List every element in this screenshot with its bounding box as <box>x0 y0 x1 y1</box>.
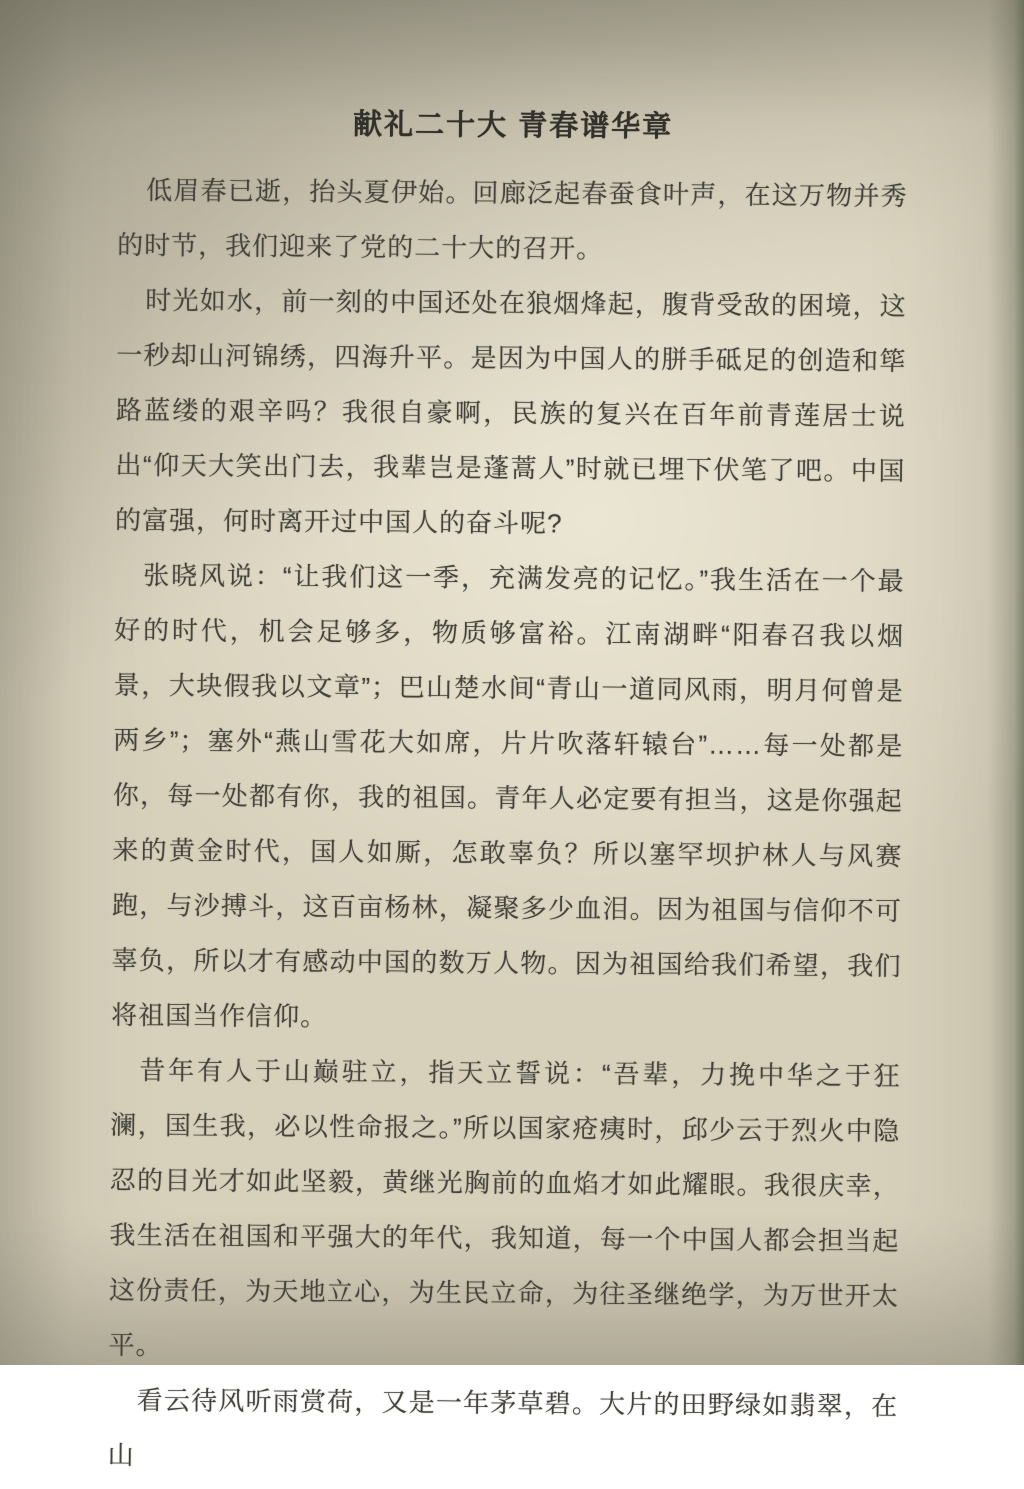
essay-content <box>107 95 908 1489</box>
essay-title: 献礼二十大 青春谱华章 <box>352 108 674 144</box>
essay-paragraph: 低眉春已逝，抬头夏伊始。回廊泛起春蚕食叶声，在这万物并秀的时节，我们迎来了党的二十大的召开。 <box>117 175 908 264</box>
essay-paragraph: 看云待风听雨赏荷，又是一年茅草碧。大片的田野绿如翡翠，在山 <box>107 1385 899 1471</box>
essay-paragraph: 昔年有人于山巅驻立，指天立誓说：“吾辈，力挽中华之于狂澜，国生我，必以性命报之。”所以国家疮痍时，邱少云于烈火中隐忍的目光才如此坚毅，黄继光胸前的血焰才如此耀眼。我很庆幸，我生活在祖国和平强大的年代，我知道，每一个中国人都会担当起这份责任，为天地立心，为生民立命，为往圣继绝学，为万世开太平。 <box>108 1055 901 1361</box>
essay-paragraph: 时光如水，前一刻的中国还处在狼烟烽起，腹背受敌的困境，这一秒却山河锦绣，四海升平。是因为中国人的胼手砥足的创造和筚路蓝缕的艰辛吗？我很自豪啊，民族的复兴在百年前青莲居士说出“仰天大笑出门去，我辈岂是蓬蒿人”时就已埋下伏笔了吧。中国的富强，何时离开过中国人的奋斗呢? <box>114 285 907 539</box>
essay-paragraph: 张晓风说：“让我们这一季，充满发亮的记忆。”我生活在一个最好的时代，机会足够多，物质够富裕。江南湖畔“阳春召我以烟景，大块假我以文章”；巴山楚水间“青山一道同风雨，明月何曾是两乡”；塞外“燕山雪花大如席，片片吹落轩辕台”……每一处都是你，每一处都有你，我的祖国。青年人必定要有担当，这是你强起来的黄金时代，国人如厮，怎敢辜负？所以塞罕坝护林人与风赛跑，与沙搏斗，这百亩杨林，凝聚多少血泪。因为祖国与信仰不可辜负，所以才有感动中国的数万人物。因为祖国给我们希望，我们将祖国当作信仰。 <box>111 560 905 1032</box>
essay-body <box>107 163 907 1489</box>
